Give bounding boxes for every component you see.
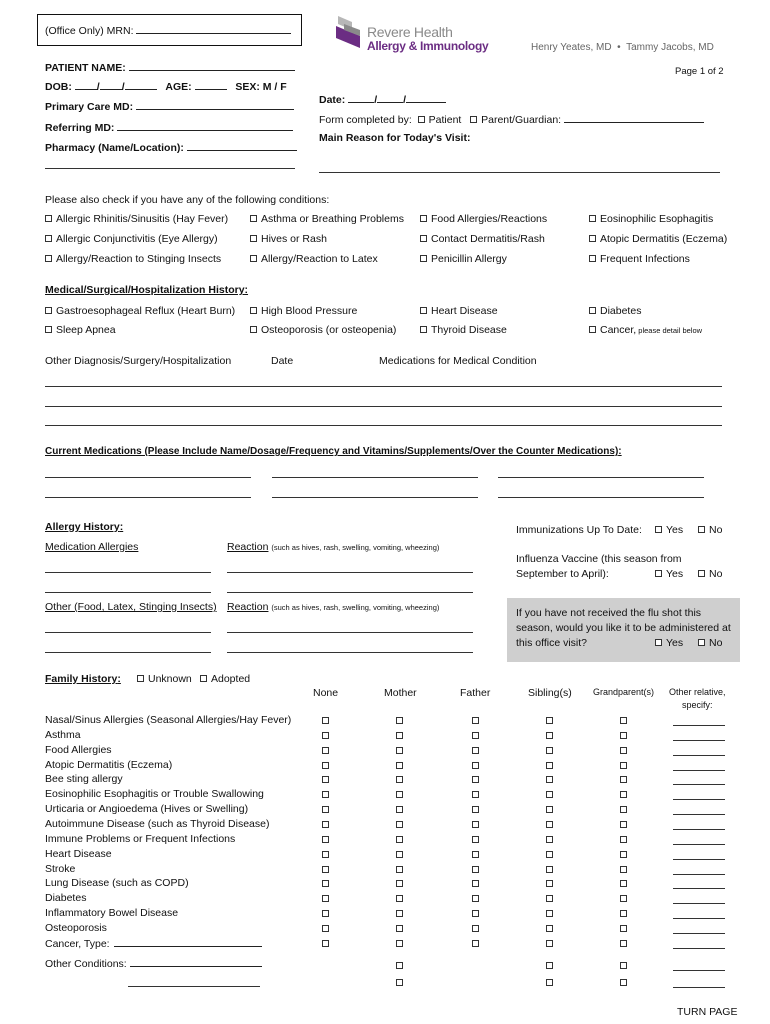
medication-line[interactable]: [45, 477, 251, 478]
pharmacy-line-2[interactable]: [45, 168, 295, 169]
col-mother: Mother: [384, 687, 417, 699]
brand-sub: Allergy & Immunology: [367, 39, 489, 53]
family-history-row-label: Heart Disease: [45, 847, 112, 860]
pharmacy-line: [187, 141, 297, 151]
other-relative-line[interactable]: [673, 725, 725, 726]
date-year-line: [406, 93, 446, 103]
family-history-checkbox[interactable]: [396, 925, 403, 932]
family-history-checkbox[interactable]: [396, 880, 403, 887]
mrn-label: (Office Only) MRN:: [45, 25, 134, 37]
history-checkbox[interactable]: [420, 307, 427, 314]
parent-option-label: Parent/Guardian:: [481, 114, 562, 126]
history-label: High Blood Pressure: [261, 305, 358, 317]
condition-checkbox[interactable]: [589, 215, 596, 222]
family-history-checkbox[interactable]: [472, 717, 479, 724]
condition-option[interactable]: [45, 213, 228, 225]
family-history-checkbox[interactable]: [546, 851, 553, 858]
history-line-3[interactable]: [45, 425, 722, 426]
condition-label: Eosinophilic Esophagitis: [600, 213, 714, 225]
medication-line[interactable]: [498, 497, 704, 498]
pharmacy-field[interactable]: [45, 141, 297, 154]
primary-care-label: Primary Care MD:: [45, 101, 134, 113]
completed-by-row: [319, 113, 704, 126]
other-relative-line[interactable]: [673, 829, 725, 830]
condition-option[interactable]: [250, 213, 404, 225]
condition-checkbox[interactable]: [250, 235, 257, 242]
flu-shot-line1: If you have not received the flu shot this: [516, 607, 702, 619]
other-relative-line[interactable]: [673, 888, 725, 889]
family-history-row-label: Cancer, Type:: [45, 937, 262, 950]
family-history-row-label: Bee sting allergy: [45, 773, 123, 786]
family-history-checkbox[interactable]: [546, 880, 553, 887]
family-history-checkbox[interactable]: [396, 910, 403, 917]
age-line: [195, 80, 227, 90]
history-checkbox[interactable]: [45, 307, 52, 314]
col-other-relative: Other relative,: [669, 687, 726, 697]
condition-checkbox[interactable]: [250, 255, 257, 262]
condition-option[interactable]: [250, 233, 327, 245]
family-history-checkbox[interactable]: [472, 747, 479, 754]
medication-line[interactable]: [272, 497, 478, 498]
other-relative-line[interactable]: [673, 844, 725, 845]
family-history-checkbox[interactable]: [472, 851, 479, 858]
family-adopted[interactable]: Adopted: [200, 673, 250, 685]
other-relative-line[interactable]: [673, 903, 725, 904]
dob-year-line: [125, 80, 157, 90]
other-relative-line[interactable]: [673, 933, 725, 934]
flu-vaccine-no[interactable]: No: [698, 568, 722, 580]
primary-care-field[interactable]: [45, 100, 294, 113]
family-history-checkbox[interactable]: [546, 925, 553, 932]
family-history-checkbox[interactable]: [472, 910, 479, 917]
history-checkbox[interactable]: [250, 307, 257, 314]
family-history-checkbox[interactable]: [472, 925, 479, 932]
history-line-1[interactable]: [45, 386, 722, 387]
medication-allergy-line[interactable]: [45, 592, 211, 593]
family-history-checkbox[interactable]: [546, 806, 553, 813]
doctor-1: Henry Yeates, MD: [531, 42, 612, 53]
parent-checkbox[interactable]: [470, 116, 477, 123]
history-label: Thyroid Disease: [431, 324, 507, 336]
medication-line[interactable]: [498, 477, 704, 478]
history-option[interactable]: [589, 324, 702, 336]
family-history-checkbox[interactable]: [620, 806, 627, 813]
medication-line[interactable]: [45, 497, 251, 498]
flu-shot-no[interactable]: No: [698, 637, 722, 649]
other-relative-line[interactable]: [673, 874, 725, 875]
family-history-row-label: Diabetes: [45, 892, 87, 905]
family-history-checkbox[interactable]: [396, 895, 403, 902]
condition-option[interactable]: [420, 213, 547, 225]
family-history-checkbox[interactable]: [620, 880, 627, 887]
family-history-checkbox[interactable]: [472, 791, 479, 798]
family-history-title: Family History:: [45, 673, 121, 685]
family-history-checkbox[interactable]: [546, 821, 553, 828]
condition-option[interactable]: [45, 253, 221, 265]
condition-label: Allergy/Reaction to Stinging Insects: [56, 253, 222, 265]
other-relative-line[interactable]: [673, 799, 725, 800]
other-relative-line[interactable]: [673, 770, 725, 771]
date-month-line: [348, 93, 374, 103]
history-checkbox[interactable]: [589, 307, 596, 314]
family-history-row-label: Stroke: [45, 862, 76, 875]
family-history-checkbox[interactable]: [322, 851, 329, 858]
other-allergy-line[interactable]: [45, 652, 211, 653]
family-history-checkbox[interactable]: [546, 747, 553, 754]
family-history-checkbox[interactable]: [396, 776, 403, 783]
other-conditions-field[interactable]: [45, 957, 262, 970]
condition-checkbox[interactable]: [420, 215, 427, 222]
condition-option[interactable]: [420, 253, 507, 265]
immunizations-no[interactable]: No: [698, 524, 722, 536]
family-history-row-label: Autoimmune Disease (such as Thyroid Disease): [45, 817, 270, 830]
referring-md-field[interactable]: [45, 121, 293, 134]
condition-label: Atopic Dermatitis (Eczema): [600, 233, 728, 245]
condition-option[interactable]: [589, 213, 713, 225]
medications-header: Medications for Medical Condition: [379, 355, 537, 367]
patient-name-line: [129, 61, 295, 71]
family-history-row-label: Osteoporosis: [45, 921, 107, 934]
cancer-note: please detail below: [636, 326, 703, 335]
family-history-checkbox[interactable]: [396, 836, 403, 843]
family-history-checkbox[interactable]: [620, 940, 627, 947]
family-history-checkbox[interactable]: [546, 895, 553, 902]
date-field[interactable]: Date: / /: [319, 93, 446, 106]
family-history-checkbox[interactable]: [322, 806, 329, 813]
other-relative-line[interactable]: [673, 918, 725, 919]
other-relative-line[interactable]: [673, 784, 725, 785]
flu-shot-no-checkbox: [698, 639, 705, 646]
dob-day-line: [100, 80, 122, 90]
family-history-checkbox[interactable]: [546, 776, 553, 783]
family-history-checkbox[interactable]: [322, 747, 329, 754]
family-history-checkbox[interactable]: [396, 747, 403, 754]
cancer-type-line[interactable]: [114, 937, 262, 947]
condition-label: Hives or Rash: [261, 233, 327, 245]
family-history-checkbox[interactable]: [396, 791, 403, 798]
page-number: Page 1 of 2: [675, 66, 724, 77]
history-checkbox[interactable]: [45, 326, 52, 333]
dob-label: DOB:: [45, 81, 72, 93]
reason-line[interactable]: [319, 172, 720, 173]
doctor-2: Tammy Jacobs, MD: [626, 42, 714, 53]
family-history-checkbox[interactable]: [546, 836, 553, 843]
family-history-checkbox[interactable]: [472, 732, 479, 739]
other-relative-line[interactable]: [673, 814, 725, 815]
family-history-checkbox[interactable]: [396, 821, 403, 828]
family-history-checkbox[interactable]: [546, 940, 553, 947]
referring-md-label: Referring MD:: [45, 122, 115, 134]
reaction-line[interactable]: [227, 632, 473, 633]
history-option[interactable]: [420, 305, 498, 317]
family-history-checkbox[interactable]: [472, 806, 479, 813]
family-history-checkbox[interactable]: [620, 821, 627, 828]
family-history-row-label: Immune Problems or Frequent Infections: [45, 832, 236, 845]
history-option[interactable]: [250, 324, 396, 336]
family-history-row-label: Asthma: [45, 728, 81, 741]
family-history-checkbox[interactable]: [472, 866, 479, 873]
current-medications-title: Current Medications (Please Include Name/Dosage/Frequency and Vitamins/Supplements/Over the Counter Medications):: [45, 446, 622, 457]
family-history-checkbox[interactable]: [396, 866, 403, 873]
other-relative-line[interactable]: [673, 740, 725, 741]
history-label: Sleep Apnea: [56, 324, 116, 336]
flu-vaccine-line1: Influenza Vaccine (this season from: [516, 553, 682, 565]
family-history-checkbox[interactable]: [322, 791, 329, 798]
family-history-checkbox[interactable]: [396, 940, 403, 947]
reaction-line[interactable]: [227, 652, 473, 653]
family-history-checkbox[interactable]: [396, 732, 403, 739]
dob-age-sex-row[interactable]: DOB: / / AGE: SEX: M / F: [45, 81, 287, 93]
family-history-checkbox[interactable]: [620, 910, 627, 917]
revere-health-logo-icon: [330, 14, 366, 50]
family-history-checkbox[interactable]: [472, 776, 479, 783]
other-allergy-line[interactable]: [45, 632, 211, 633]
family-history-row-label: Food Allergies: [45, 743, 112, 756]
history-label: Heart Disease: [431, 305, 498, 317]
family-history-checkbox[interactable]: [620, 836, 627, 843]
history-label: Gastroesophageal Reflux (Heart Burn): [56, 305, 236, 317]
reaction-header-2: Reaction (such as hives, rash, swelling, vomiting, wheezing): [227, 601, 440, 613]
other-relative-line[interactable]: [673, 970, 725, 971]
bullet-separator: •: [614, 42, 624, 53]
condition-label: Asthma or Breathing Problems: [261, 213, 404, 225]
dob-month-line: [75, 80, 97, 90]
date-day-line: [377, 93, 403, 103]
family-history-row-label: Urticaria or Angioedema (Hives or Swelling): [45, 803, 249, 816]
conditions-intro: Please also check if you have any of the following conditions:: [45, 194, 330, 206]
col-none: None: [313, 687, 339, 699]
history-option[interactable]: [250, 305, 357, 317]
condition-checkbox[interactable]: [589, 235, 596, 242]
date-header: Date: [271, 355, 294, 367]
history-label: Osteoporosis (or osteopenia): [261, 324, 397, 336]
condition-option[interactable]: [45, 233, 218, 245]
history-checkbox[interactable]: [420, 326, 427, 333]
family-history-checkbox[interactable]: [620, 776, 627, 783]
flu-shot-yes-checkbox: [655, 639, 662, 646]
patient-checkbox[interactable]: [418, 116, 425, 123]
family-history-checkbox[interactable]: [546, 910, 553, 917]
family-history-checkbox[interactable]: [472, 821, 479, 828]
condition-checkbox[interactable]: [420, 235, 427, 242]
history-label: Diabetes: [600, 305, 642, 317]
condition-label: Allergic Rhinitis/Sinusitis (Hay Fever): [56, 213, 229, 225]
family-history-checkbox[interactable]: [472, 762, 479, 769]
allergy-history-title: Allergy History:: [45, 521, 124, 533]
history-line-2[interactable]: [45, 406, 722, 407]
age-label: AGE:: [165, 81, 192, 93]
family-history-checkbox[interactable]: [620, 895, 627, 902]
condition-option[interactable]: [589, 233, 727, 245]
family-history-checkbox[interactable]: [322, 776, 329, 783]
family-history-checkbox[interactable]: [322, 940, 329, 947]
col-father: Father: [460, 687, 491, 699]
condition-label: Contact Dermatitis/Rash: [431, 233, 545, 245]
family-history-checkbox[interactable]: [546, 717, 553, 724]
flu-vaccine-yes-checkbox: [655, 570, 662, 577]
family-history-checkbox[interactable]: [472, 836, 479, 843]
other-relative-line[interactable]: [673, 755, 725, 756]
family-history-checkbox[interactable]: [546, 791, 553, 798]
family-history-row-label: Lung Disease (such as COPD): [45, 877, 189, 890]
patient-option-label: Patient: [428, 114, 462, 126]
family-history-checkbox[interactable]: [620, 866, 627, 873]
family-history-checkbox[interactable]: [620, 791, 627, 798]
family-history-checkbox[interactable]: [322, 880, 329, 887]
family-history-row-label: Inflammatory Bowel Disease: [45, 907, 179, 920]
brand-name: Revere Health: [367, 24, 453, 40]
family-history-checkbox[interactable]: [546, 732, 553, 739]
other-conditions-checkbox[interactable]: [546, 962, 553, 969]
mrn-line: [136, 24, 291, 34]
other-conditions-checkbox[interactable]: [396, 962, 403, 969]
family-history-checkbox[interactable]: [546, 762, 553, 769]
condition-label: Penicillin Allergy: [431, 253, 507, 265]
reaction-header: Reaction (such as hives, rash, swelling, vomiting, wheezing): [227, 541, 440, 553]
primary-care-line: [136, 100, 294, 110]
other-conditions-checkbox[interactable]: [620, 962, 627, 969]
family-history-checkbox[interactable]: [322, 732, 329, 739]
other-conditions-line-2[interactable]: [128, 986, 260, 987]
history-option[interactable]: [420, 324, 507, 336]
history-checkbox[interactable]: [589, 326, 596, 333]
condition-option[interactable]: [589, 253, 690, 265]
parent-name-line[interactable]: [564, 113, 704, 123]
medication-line[interactable]: [272, 477, 478, 478]
condition-option[interactable]: [420, 233, 545, 245]
family-history-checkbox[interactable]: [322, 717, 329, 724]
family-history-checkbox[interactable]: [546, 866, 553, 873]
col-specify: specify:: [682, 700, 713, 710]
family-history-checkbox[interactable]: [396, 806, 403, 813]
reaction-line[interactable]: [227, 572, 473, 573]
col-siblings: Sibling(s): [528, 687, 572, 699]
history-checkbox[interactable]: [250, 326, 257, 333]
medication-allergy-line[interactable]: [45, 572, 211, 573]
condition-label: Allergy/Reaction to Latex: [261, 253, 378, 265]
pharmacy-label: Pharmacy (Name/Location):: [45, 142, 184, 154]
family-history-checkbox[interactable]: [620, 851, 627, 858]
patient-name-label: PATIENT NAME:: [45, 62, 126, 74]
date-label: Date:: [319, 94, 346, 106]
flu-vaccine-yes[interactable]: Yes: [655, 568, 683, 580]
history-option[interactable]: [589, 305, 641, 317]
condition-checkbox[interactable]: [420, 255, 427, 262]
flu-shot-yes[interactable]: Yes: [655, 637, 683, 649]
other-conditions-checkbox[interactable]: [396, 979, 403, 986]
condition-checkbox[interactable]: [45, 215, 52, 222]
other-relative-line[interactable]: [673, 859, 725, 860]
condition-label: Food Allergies/Reactions: [431, 213, 548, 225]
condition-label: Allergic Conjunctivitis (Eye Allergy): [56, 233, 218, 245]
family-history-checkbox[interactable]: [396, 717, 403, 724]
col-grandparents: Grandparent(s): [593, 687, 655, 697]
immunizations-yes[interactable]: Yes: [655, 524, 683, 536]
condition-checkbox[interactable]: [45, 255, 52, 262]
family-history-checkbox[interactable]: [322, 866, 329, 873]
immunizations-yes-checkbox: [655, 526, 662, 533]
family-history-checkbox[interactable]: [472, 880, 479, 887]
family-history-checkbox[interactable]: [620, 925, 627, 932]
other-relative-line[interactable]: [673, 948, 725, 949]
flu-shot-line3: this office visit?: [516, 637, 588, 649]
flu-vaccine-no-checkbox: [698, 570, 705, 577]
family-history-checkbox[interactable]: [396, 851, 403, 858]
immunizations-label: Immunizations Up To Date:: [516, 524, 642, 536]
other-allergies-header: Other (Food, Latex, Stinging Insects): [45, 601, 217, 613]
family-history-checkbox[interactable]: [396, 762, 403, 769]
other-relative-line[interactable]: [673, 987, 725, 988]
family-history-checkbox[interactable]: [322, 762, 329, 769]
reaction-line[interactable]: [227, 592, 473, 593]
referring-md-line: [117, 121, 293, 131]
family-unknown[interactable]: Unknown: [137, 673, 192, 685]
other-conditions-checkbox[interactable]: [546, 979, 553, 986]
condition-checkbox[interactable]: [589, 255, 596, 262]
reason-label: Main Reason for Today's Visit:: [319, 132, 471, 144]
flu-vaccine-line2: September to April):: [516, 568, 609, 580]
family-history-checkbox[interactable]: [472, 895, 479, 902]
history-option[interactable]: [45, 324, 116, 336]
family-history-checkbox[interactable]: [472, 940, 479, 947]
history-title: Medical/Surgical/Hospitalization History:: [45, 284, 249, 296]
other-conditions-line: [130, 957, 262, 967]
medication-allergies-header: Medication Allergies: [45, 541, 139, 553]
turn-page-label: TURN PAGE: [677, 1006, 738, 1018]
condition-checkbox[interactable]: [45, 235, 52, 242]
family-history-checkbox[interactable]: [620, 717, 627, 724]
history-label: Cancer,: [600, 324, 637, 336]
patient-name-field[interactable]: [45, 61, 295, 74]
immunizations-no-checkbox: [698, 526, 705, 533]
mrn-field[interactable]: [45, 24, 291, 37]
family-history-checkbox[interactable]: [322, 910, 329, 917]
completed-by-label: Form completed by:: [319, 114, 412, 126]
other-conditions-label: Other Conditions:: [45, 958, 127, 970]
condition-label: Frequent Infections: [600, 253, 690, 265]
family-history-row-label: Atopic Dermatitis (Eczema): [45, 758, 173, 771]
condition-option[interactable]: [250, 253, 378, 265]
flu-shot-line2: season, would you like it to be administered at: [516, 622, 731, 634]
family-history-checkbox[interactable]: [620, 732, 627, 739]
family-history-checkbox[interactable]: [322, 821, 329, 828]
family-unknown-checkbox: [137, 675, 144, 682]
family-adopted-checkbox: [200, 675, 207, 682]
family-history-checkbox[interactable]: [620, 762, 627, 769]
family-history-checkbox[interactable]: [322, 925, 329, 932]
other-diagnosis-header: Other Diagnosis/Surgery/Hospitalization: [45, 355, 232, 367]
condition-checkbox[interactable]: [250, 215, 257, 222]
family-history-checkbox[interactable]: [620, 747, 627, 754]
doctors: [531, 42, 714, 53]
family-history-checkbox[interactable]: [322, 836, 329, 843]
sex-label: SEX: M / F: [235, 81, 287, 93]
family-history-row-label: Eosinophilic Esophagitis or Trouble Swallowing: [45, 788, 264, 801]
other-conditions-checkbox[interactable]: [620, 979, 627, 986]
history-option[interactable]: [45, 305, 235, 317]
family-history-row-label: Nasal/Sinus Allergies (Seasonal Allergies/Hay Fever): [45, 714, 292, 726]
family-history-checkbox[interactable]: [322, 895, 329, 902]
